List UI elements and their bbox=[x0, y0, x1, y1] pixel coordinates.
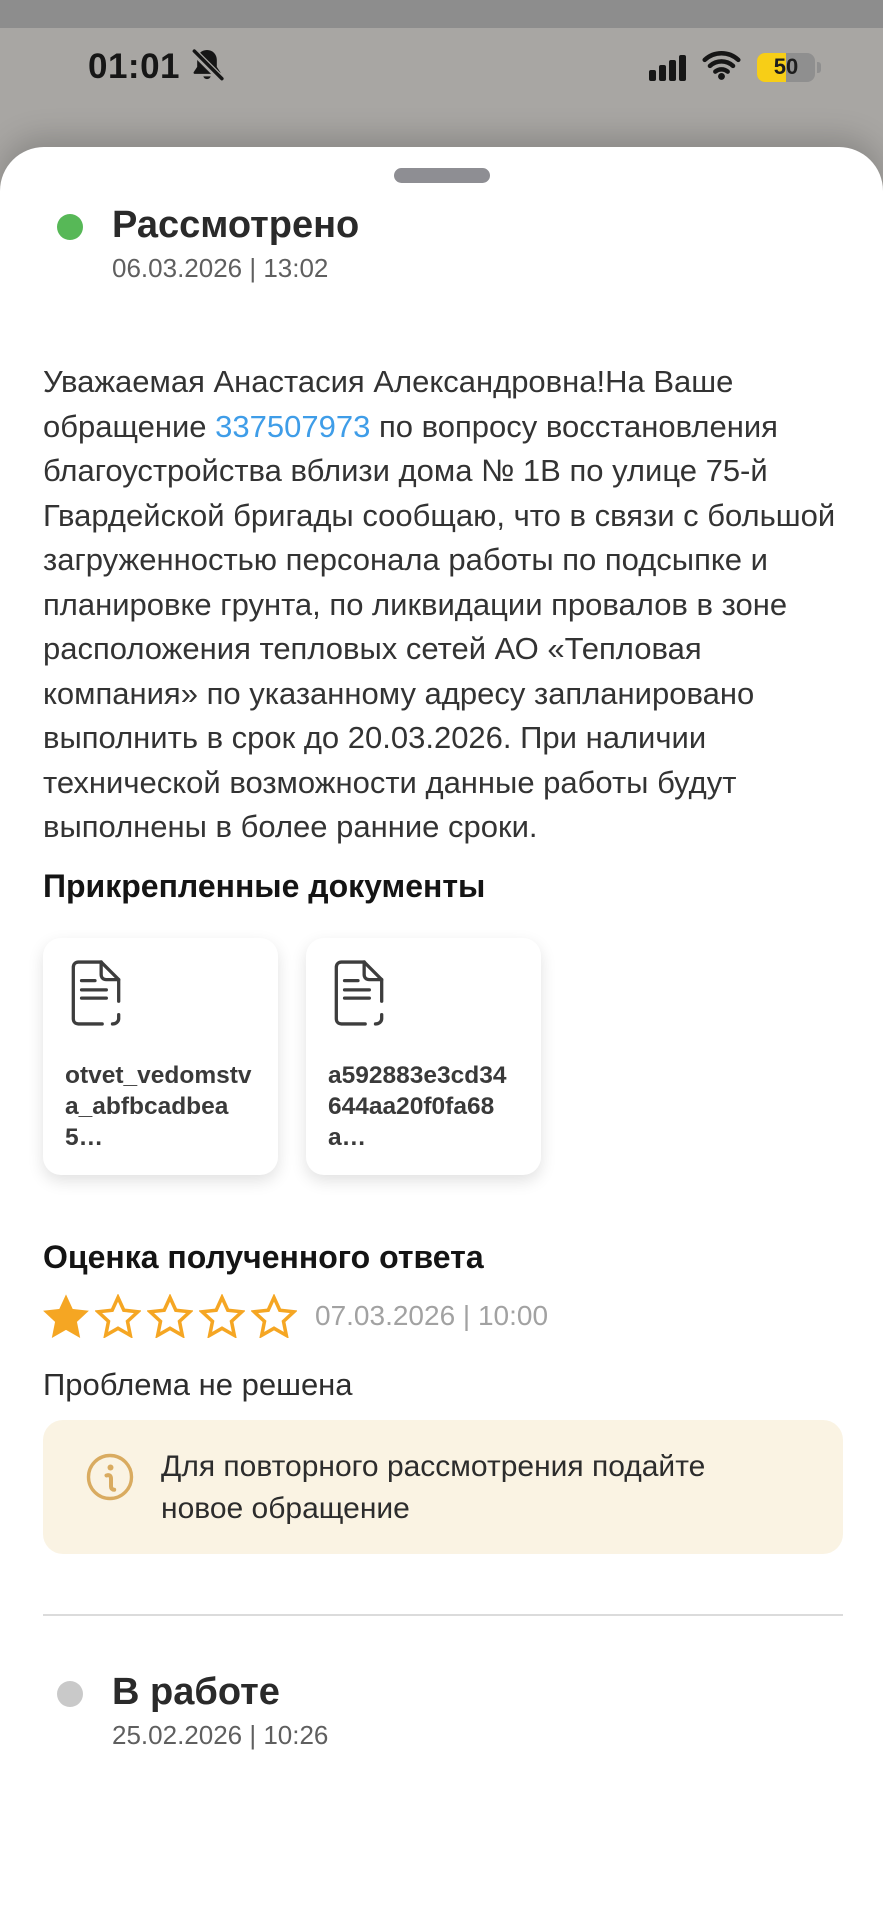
cellular-signal-icon bbox=[649, 54, 686, 81]
status-dot-in-progress bbox=[57, 1681, 83, 1707]
star-icon[interactable] bbox=[251, 1294, 297, 1338]
section-divider bbox=[43, 1614, 843, 1616]
rating-heading: Оценка полученного ответа bbox=[43, 1238, 484, 1275]
status-title-in-progress: В работе bbox=[112, 1670, 280, 1713]
response-text bbox=[43, 360, 845, 850]
battery-nub bbox=[817, 62, 821, 73]
statusbar-dark-strip bbox=[0, 0, 883, 28]
appeal-number-link[interactable]: 337507973 bbox=[215, 408, 371, 444]
status-date-resolved: 06.03.2026 | 13:02 bbox=[112, 253, 329, 283]
battery-indicator bbox=[757, 53, 821, 82]
document-icon bbox=[65, 960, 256, 1031]
status-title-resolved: Рассмотрено bbox=[112, 204, 360, 246]
attached-documents-heading: Прикрепленные документы bbox=[43, 867, 486, 904]
response-text-part2: по вопросу восстановления благоустройства вблизи дома № 1В по улице 75-й Гвардейской бригады сообщаю, что в связи с большой загруженностью персонала работы по подсыпке и планировке грунта, по ликвидации провалов в зоне расположения тепловых сетей АО «Тепловая компания» по указанному адресу запланировано выполнить в срок до 20.03.2026. При наличии технической возможности данные работы будут выполнены в более ранние сроки. bbox=[43, 408, 836, 844]
star-icon[interactable] bbox=[199, 1294, 245, 1338]
bottom-sheet bbox=[0, 147, 883, 1920]
response-text-part1: Уважаемая Анастасия Александровна!На Ваше обращение bbox=[43, 364, 734, 444]
status-header-in-progress bbox=[43, 1670, 843, 1751]
clock: 01:01 bbox=[88, 47, 181, 86]
repeat-notice-banner bbox=[43, 1420, 843, 1554]
status-bar bbox=[0, 42, 883, 92]
info-icon bbox=[85, 1452, 135, 1507]
notifications-muted-icon bbox=[188, 46, 226, 89]
star-icon[interactable] bbox=[43, 1294, 89, 1338]
document-icon bbox=[328, 960, 519, 1031]
wifi-icon bbox=[702, 50, 741, 85]
status-header-resolved bbox=[43, 203, 843, 284]
status-date-in-progress: 25.02.2026 | 10:26 bbox=[112, 1719, 329, 1750]
rating-row bbox=[43, 1294, 843, 1338]
rating-date: 07.03.2026 | 10:00 bbox=[315, 1299, 549, 1331]
document-name: a592883e3cd34644aa20f0fa68a… bbox=[328, 1061, 507, 1151]
notice-text: Для повторного рассмотрения подайте новое обращение bbox=[161, 1449, 706, 1525]
star-rating[interactable] bbox=[43, 1294, 297, 1338]
documents-list bbox=[43, 938, 843, 1175]
document-name: otvet_vedomstva_abfbcadbea5… bbox=[65, 1061, 252, 1151]
status-dot-resolved bbox=[57, 214, 83, 240]
rating-verdict: Проблема не решена bbox=[43, 1366, 353, 1402]
battery-percent-label: 50 bbox=[773, 54, 799, 79]
star-icon[interactable] bbox=[147, 1294, 193, 1338]
document-card-2[interactable] bbox=[306, 938, 541, 1175]
star-icon[interactable] bbox=[95, 1294, 141, 1338]
document-card-1[interactable] bbox=[43, 938, 278, 1175]
sheet-drag-handle[interactable] bbox=[394, 168, 490, 183]
